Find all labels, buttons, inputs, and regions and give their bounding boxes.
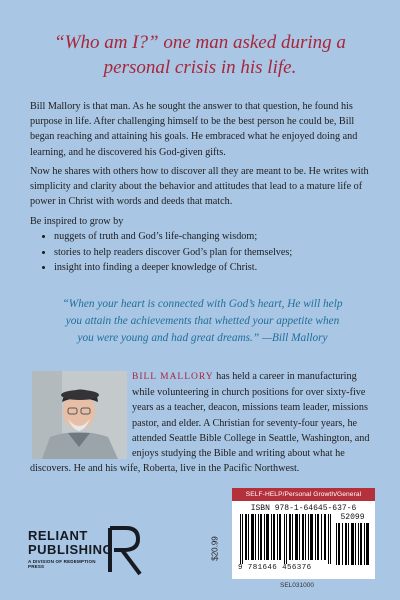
author-bio: [30, 369, 375, 476]
isbn-text: ISBN 978-1-64645-637-6: [250, 504, 357, 513]
barcode-panel: [232, 488, 375, 579]
price-label: [210, 530, 229, 570]
publisher-name-line-2: PUBLISHING: [28, 542, 114, 557]
headline: [20, 30, 380, 80]
bullets-intro: Be inspired to grow by: [30, 216, 124, 227]
description-paragraph: Now he shares with others how to discover all they are meant to be. He writes with simplicity and clarity about the behavior and attitudes that lead to a mature life of power in Christ with words and deeds that match.: [30, 166, 369, 208]
headline-line-2: personal crisis in his life.: [103, 57, 297, 78]
list-item: • nuggets of truth and God’s life-changing wisdom;: [54, 229, 384, 245]
list-item: • stories to help readers discover God’s plan for themselves;: [54, 245, 384, 261]
barcode-addon-number: 52099: [340, 513, 365, 522]
category-band: SELF-HELP/Personal Growth/General: [232, 488, 375, 501]
sku-code: SEL031000: [280, 582, 314, 589]
quote-line-2: you attain the achievements that whetted your appetite when: [65, 315, 340, 327]
publisher-name-line-1: RELIANT: [28, 528, 88, 543]
barcode-addon: [336, 523, 370, 565]
price-text: $20.99: [210, 536, 220, 561]
publisher-r-mark-icon: [106, 524, 146, 576]
bio-text: has held a career in manufacturing while volunteering in church positions for over sixty-five years as a teacher, deacon, missions team leader, missions pastor, and elder. A Christian for seventy-four years, he attended Seattle Bible College in Seattle, Washington, and enjoys studying the Bible and writing about what he discovers. He and his wife, Roberta, live in the Pacific Northwest.: [30, 371, 370, 475]
list-item: • insight into finding a deeper knowledge of Christ.: [54, 260, 384, 276]
publisher-tagline: A DIVISION OF REDEMPTION PRESS: [28, 559, 96, 569]
quote-line-1: “When your heart is connected with God’s heart, He will help: [62, 298, 343, 310]
publisher-logo: [28, 528, 158, 584]
intro-paragraph: Bill Mallory is that man. As he sought the answer to that question, he found his purpose in life. After challenging himself to be the best person he could be, Bill began reaching and attaining his goals. He embraced what he enjoyed doing and learning, and he discovered his God-given gifts.: [30, 101, 358, 158]
pull-quote: [30, 296, 375, 347]
author-name: BILL MALLORY: [132, 372, 214, 382]
barcode-number: 9 781646 456376: [238, 564, 312, 572]
headline-line-1: “Who am I?” one man asked during a: [54, 32, 346, 53]
benefit-list: [40, 229, 384, 276]
quote-line-3: you were young and had great dreams.” —Bill Mallory: [77, 332, 328, 344]
barcode-main: [240, 514, 332, 564]
